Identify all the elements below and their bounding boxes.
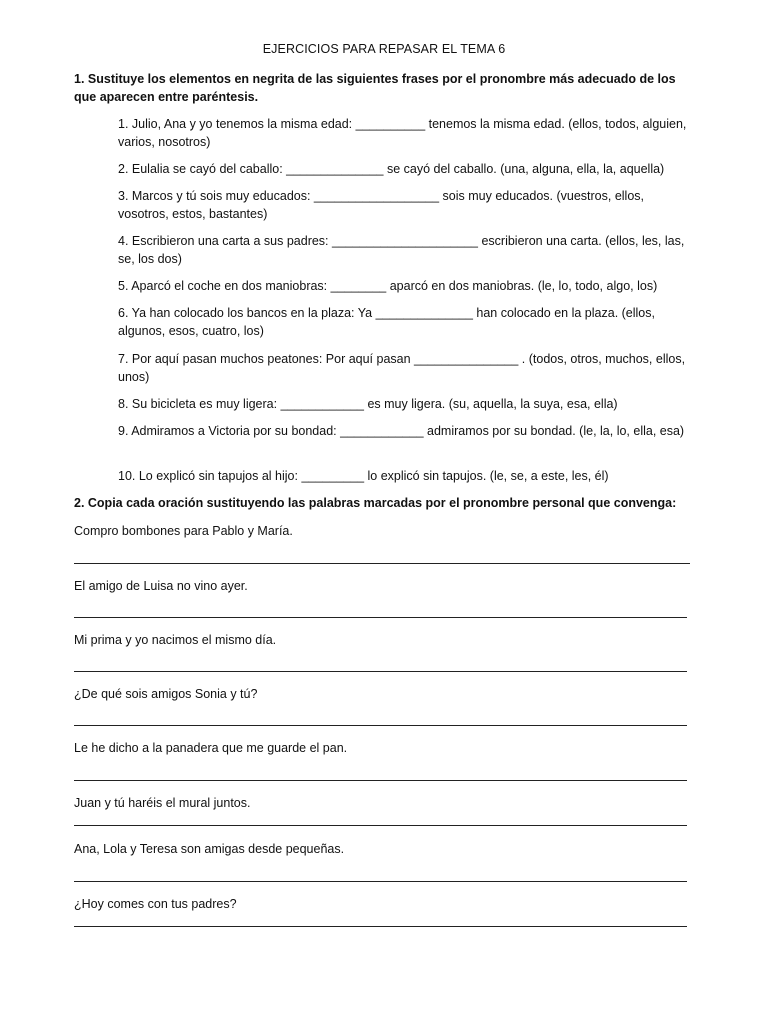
sentence-4: ¿De qué sois amigos Sonia y tú? bbox=[74, 687, 258, 701]
exercise-item-5: 5. Aparcó el coche en dos maniobras: ________ aparcó en dos maniobras. (le, lo, todo, algo, los) bbox=[118, 279, 658, 293]
section-1-heading-text: 1. Sustituye los elementos en negrita de las siguientes frases por el pronombre más adecuado de los que aparecen entre paréntesis. bbox=[74, 72, 676, 104]
exercise-item-10: 10. Lo explicó sin tapujos al hijo: _________ lo explicó sin tapujos. (le, se, a este, les, él) bbox=[118, 469, 609, 483]
exercise-item-2: 2. Eulalia se cayó del caballo: ______________ se cayó del caballo. (una, alguna, ella, la, aquella) bbox=[118, 162, 665, 176]
section-1-heading bbox=[74, 70, 694, 106]
section-2-heading bbox=[74, 494, 694, 512]
page-title: EJERCICIOS PARA REPASAR EL TEMA 6 bbox=[262, 42, 506, 56]
sentence-7: Ana, Lola y Teresa son amigas desde pequeñas. bbox=[74, 842, 345, 856]
answer-line-4[interactable] bbox=[74, 725, 687, 726]
sentence-5: Le he dicho a la panadera que me guarde el pan. bbox=[74, 741, 348, 755]
sentence-1: Compro bombones para Pablo y María. bbox=[74, 524, 293, 538]
answer-line-7[interactable] bbox=[74, 881, 687, 882]
exercise-item-7: 7. Por aquí pasan muchos peatones: Por aquí pasan _______________ . (todos, otros, muchos, ellos, unos) bbox=[118, 352, 686, 384]
answer-line-5[interactable] bbox=[74, 780, 687, 781]
answer-line-6[interactable] bbox=[74, 825, 687, 826]
sentence-6: Juan y tú haréis el mural juntos. bbox=[74, 796, 251, 810]
exercise-item-8: 8. Su bicicleta es muy ligera: ____________ es muy ligera. (su, aquella, la suya, esa, ella) bbox=[118, 397, 618, 411]
answer-line-1[interactable] bbox=[74, 563, 690, 564]
sentence-2: El amigo de Luisa no vino ayer. bbox=[74, 579, 248, 593]
exercise-item-4: 4. Escribieron una carta a sus padres: _____________________ escribieron una carta. (ellos, les, las, se, los dos) bbox=[118, 234, 685, 266]
section-2-heading-text: 2. Copia cada oración sustituyendo las palabras marcadas por el pronombre personal que convenga: bbox=[74, 496, 677, 510]
answer-line-8[interactable] bbox=[74, 926, 687, 927]
exercise-item-1: 1. Julio, Ana y yo tenemos la misma edad: __________ tenemos la misma edad. (ellos, todos, alguien, varios, nosotros) bbox=[118, 117, 687, 149]
exercise-item-6: 6. Ya han colocado los bancos en la plaza: Ya ______________ han colocado en la plaza. (ellos, algunos, esos, cuatro, los) bbox=[118, 306, 655, 338]
sentence-3: Mi prima y yo nacimos el mismo día. bbox=[74, 633, 277, 647]
answer-line-2[interactable] bbox=[74, 617, 687, 618]
answer-line-3[interactable] bbox=[74, 671, 687, 672]
exercise-item-9: 9. Admiramos a Victoria por su bondad: ____________ admiramos por su bondad. (le, la, lo, ella, esa) bbox=[118, 424, 685, 438]
exercise-item-3: 3. Marcos y tú sois muy educados: __________________ sois muy educados. (vuestros, ellos, vosotros, estos, bastantes) bbox=[118, 189, 645, 221]
sentence-8: ¿Hoy comes con tus padres? bbox=[74, 897, 237, 911]
